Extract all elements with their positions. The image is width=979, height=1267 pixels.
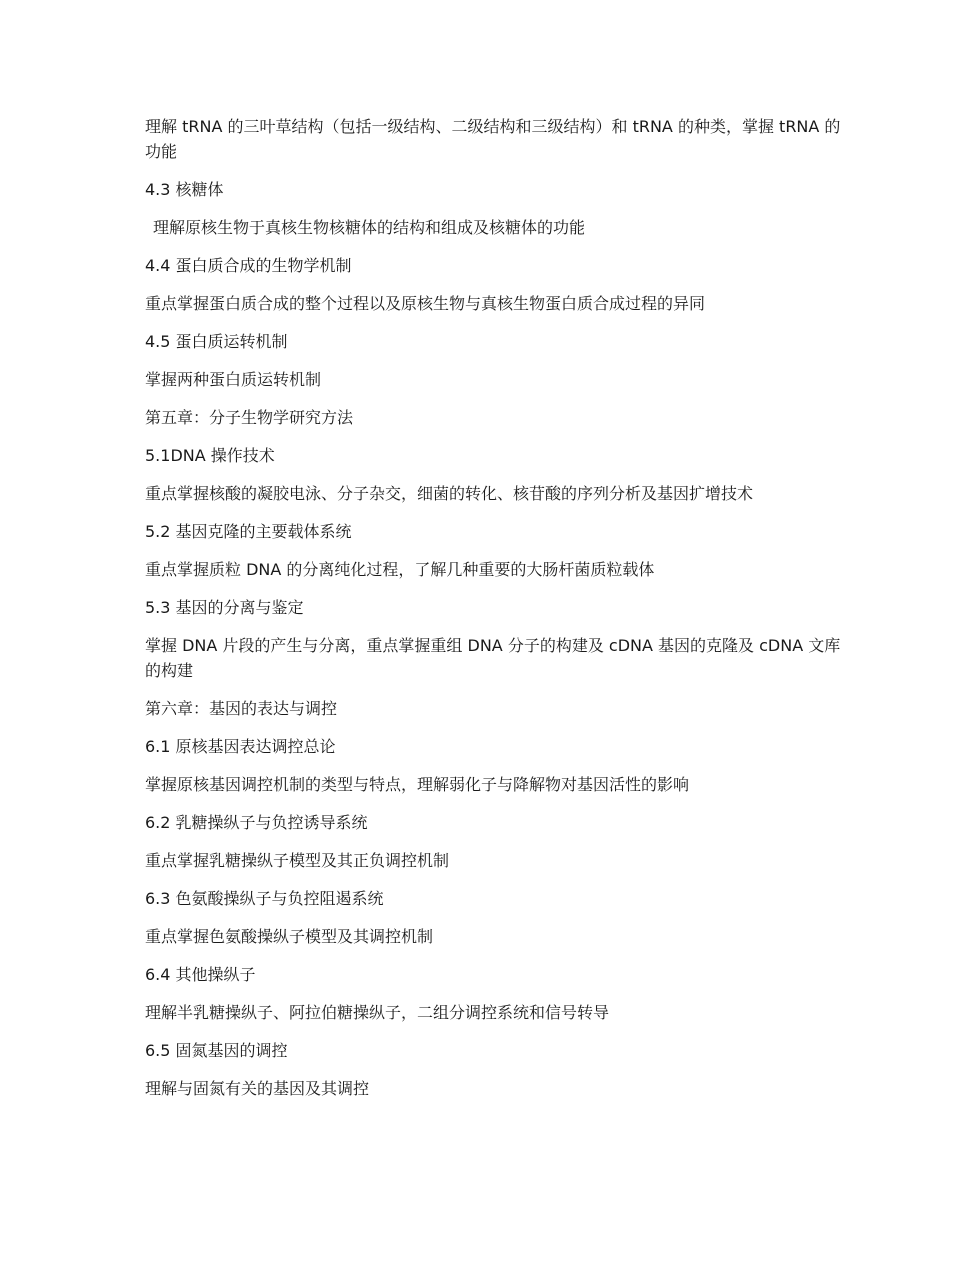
paragraph-dna-techniques: 重点掌握核酸的凝胶电泳、分子杂交，细菌的转化、核苷酸的序列分析及基因扩增技术 bbox=[145, 484, 754, 503]
section-heading-6-5: 6.5 固氮基因的调控 bbox=[145, 1041, 288, 1060]
section-heading-6-3: 6.3 色氨酸操纵子与负控阻遏系统 bbox=[145, 889, 384, 908]
section-heading-4-4: 4.4 蛋白质合成的生物学机制 bbox=[145, 256, 352, 275]
section-heading-4-5: 4.5 蛋白质运转机制 bbox=[145, 332, 288, 351]
section-heading-6-4: 6.4 其他操纵子 bbox=[145, 965, 256, 984]
section-heading-6-1: 6.1 原核基因表达调控总论 bbox=[145, 737, 336, 756]
chapter-heading-6: 第六章：基因的表达与调控 bbox=[145, 699, 338, 718]
paragraph-trna-structure: 理解 tRNA 的三叶草结构（包括一级结构、二级结构和三级结构）和 tRNA 的种类，掌握 tRNA 的功能 bbox=[145, 117, 841, 161]
section-heading-5-2: 5.2 基因克隆的主要载体系统 bbox=[145, 522, 352, 541]
paragraph-ribosome: 理解原核生物于真核生物核糖体的结构和组成及核糖体的功能 bbox=[153, 218, 586, 237]
document-page bbox=[145, 114, 845, 1114]
paragraph-protein-synthesis: 重点掌握蛋白质合成的整个过程以及原核生物与真核生物蛋白质合成过程的异同 bbox=[145, 294, 706, 313]
paragraph-plasmid-vectors: 重点掌握质粒 DNA 的分离纯化过程，了解几种重要的大肠杆菌质粒载体 bbox=[145, 560, 655, 579]
paragraph-nitrogen-fixation: 理解与固氮有关的基因及其调控 bbox=[145, 1079, 370, 1098]
paragraph-prokaryotic-regulation: 掌握原核基因调控机制的类型与特点，理解弱化子与降解物对基因活性的影响 bbox=[145, 775, 690, 794]
paragraph-trp-operon: 重点掌握色氨酸操纵子模型及其调控机制 bbox=[145, 927, 434, 946]
section-heading-5-3: 5.3 基因的分离与鉴定 bbox=[145, 598, 304, 617]
paragraph-other-operons: 理解半乳糖操纵子、阿拉伯糖操纵子，二组分调控系统和信号转导 bbox=[145, 1003, 610, 1022]
section-heading-5-1: 5.1DNA 操作技术 bbox=[145, 446, 275, 465]
paragraph-protein-transport: 掌握两种蛋白质运转机制 bbox=[145, 370, 322, 389]
section-heading-6-2: 6.2 乳糖操纵子与负控诱导系统 bbox=[145, 813, 368, 832]
paragraph-lac-operon: 重点掌握乳糖操纵子模型及其正负调控机制 bbox=[145, 851, 450, 870]
paragraph-gene-isolation: 掌握 DNA 片段的产生与分离，重点掌握重组 DNA 分子的构建及 cDNA 基因的克隆及 cDNA 文库的构建 bbox=[145, 636, 841, 680]
section-heading-4-3: 4.3 核糖体 bbox=[145, 180, 224, 199]
chapter-heading-5: 第五章：分子生物学研究方法 bbox=[145, 408, 354, 427]
